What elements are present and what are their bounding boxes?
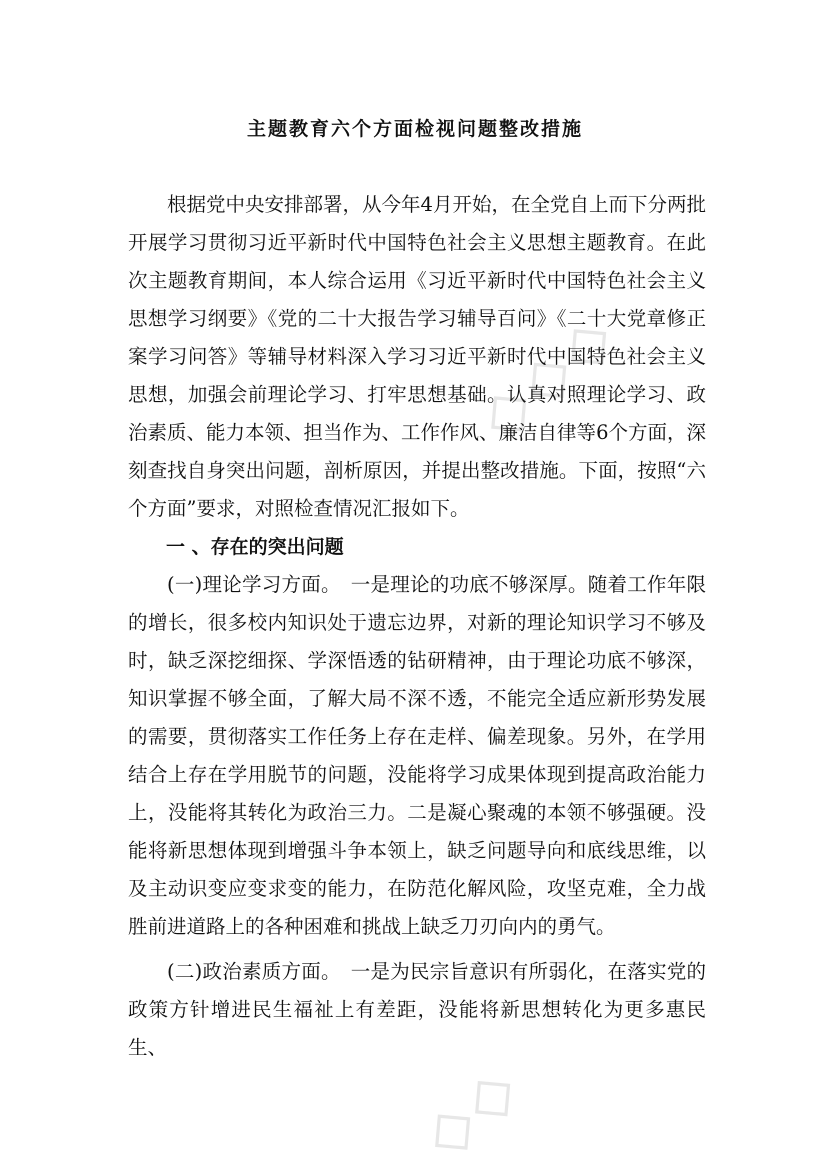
- document-body: [128, 186, 706, 1067]
- subsection-political-quality: (二)政治素质方面。 一是为民宗旨意识有所弱化，在落实党的政策方针增进民生福祉上有差距，没能将新思想转化为更多惠民生、: [128, 960, 706, 1059]
- document-title: 主题教育六个方面检视问题整改措施: [246, 118, 583, 140]
- watermark: ◇◇◇: [465, 297, 631, 453]
- watermark-bottom: ◇◇: [409, 1049, 535, 1171]
- intro-paragraph: 根据党中央安排部署，从今年4月开始，在全党自上而下分两批开展学习贯彻习近平新时代中国特色社会主义思想主题教育。在此次主题教育期间，本人综合运用《习近平新时代中国特色社会主义思想学习纲要》《党的二十大报告学习辅导百问》《二十大党章修正案学习问答》等辅导材料深入学习习近平新时代中国特色社会主义思想，加强会前理论学习、打牢思想基础。认真对照理论学习、政治素质、能力本领、担当作为、工作作风、廉洁自律等6个方面，深刻查找自身突出问题，剖析原因，并提出整改措施。下面，按照“六个方面”要求，对照检查情况汇报如下。: [128, 193, 706, 520]
- subsection-theory-study: (一)理论学习方面。 一是理论的功底不够深厚。随着工作年限的增长，很多校内知识处于遗忘边界，对新的理论知识学习不够及时，缺乏深挖细探、学深悟透的钻研精神，由于理论功底不够深，知识掌握不够全面，了解大局不深不透，不能完全适应新形势发展的需要，贯彻落实工作任务上存在走样、偏差现象。另外，在学用结合上存在学用脱节的问题，没能将学习成果体现到提高政治能力上，没能将其转化为政治三力。二是凝心聚魂的本领不够强硬。没能将新思想体现到增强斗争本领上，缺乏问题导向和底线思维，以及主动识变应变求变的能力，在防范化解风险，攻坚克难，全力战胜前进道路上的各种困难和挑战上缺乏刀刃向内的勇气。: [128, 573, 706, 938]
- section-heading: 一 、存在的突出问题: [166, 536, 344, 558]
